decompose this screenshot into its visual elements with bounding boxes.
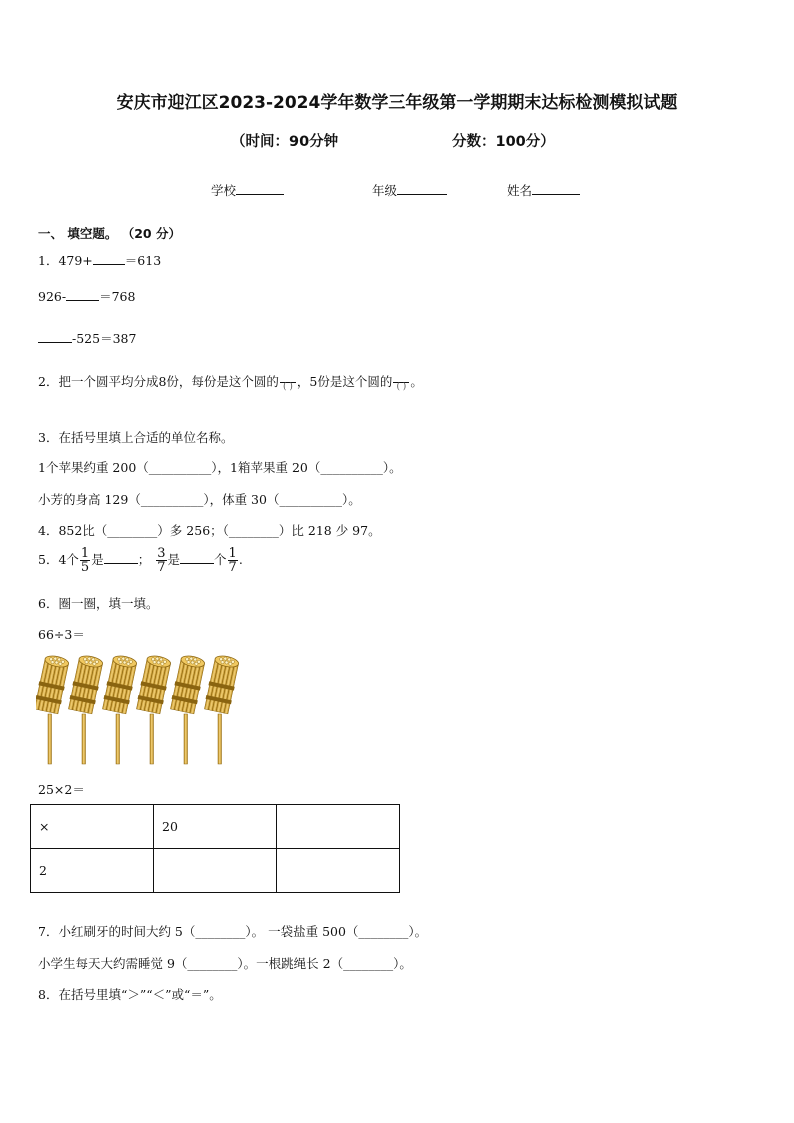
q1-c-post: -525＝387 xyxy=(72,331,137,346)
q1-b-pre: 926- xyxy=(38,289,67,304)
q5-t1: 是 xyxy=(91,552,104,567)
q5-f3-den: 7 xyxy=(228,560,237,575)
q5-blank-1[interactable] xyxy=(104,550,138,564)
grade-blank[interactable] xyxy=(397,181,447,195)
q5-blank-2[interactable] xyxy=(180,550,214,564)
multiplication-table xyxy=(30,804,400,893)
table-row xyxy=(31,849,400,893)
q1-a-pre: 1．479+ xyxy=(38,253,93,268)
q5-end: . xyxy=(238,552,243,567)
school-field xyxy=(211,181,284,199)
q8-line: 8．在括号里填“＞”“＜”或“＝”。 xyxy=(38,987,222,1002)
q5-f1-den: 5 xyxy=(80,560,90,575)
table-cell[interactable] xyxy=(277,849,400,893)
section-heading: 一、 填空题。 （20 分） xyxy=(38,226,181,241)
grade-field xyxy=(372,181,447,199)
q5-t3: 个 xyxy=(214,552,227,567)
stick-bundles-illustration xyxy=(36,654,252,766)
q5-f2-den: 7 xyxy=(157,560,166,575)
q1-line-a xyxy=(38,251,161,269)
q2-fraction-2[interactable] xyxy=(393,373,409,392)
q1-line-c xyxy=(38,329,136,347)
q5-t2: 是 xyxy=(167,552,181,567)
q5-line xyxy=(38,547,243,574)
q6-equation-2: 25×2＝ xyxy=(38,782,85,797)
q5-pre: 5．4个 xyxy=(38,552,79,567)
q2-mid: ，5份是这个圆的 xyxy=(296,374,393,389)
table-cell: 20 xyxy=(154,805,277,849)
q2-end: 。 xyxy=(410,374,423,389)
q1-line-b xyxy=(38,287,135,305)
q2-pre: 2．把一个圆平均分成8份，每份是这个圆的 xyxy=(38,374,279,389)
q3-line-2: 小芳的身高 129（__________），体重 30（__________）。 xyxy=(38,492,361,507)
exam-title: 安庆市迎江区2023-2024学年数学三年级第一学期期末达标检测模拟试题 xyxy=(116,93,678,113)
q2-fraction-1[interactable] xyxy=(280,373,296,392)
q2-frac1-den: ( ) xyxy=(282,382,293,392)
table-cell: × xyxy=(31,805,154,849)
q6-equation-1: 66÷3＝ xyxy=(38,627,85,642)
q7-line-1: 7．小红刷牙的时间大约 5（________）。 一袋盐重 500（________）。 xyxy=(38,924,428,939)
q5-f3-num: 1 xyxy=(228,546,237,561)
q7-line-2: 小学生每天大约需睡觉 9（________）。一根跳绳长 2（________）。 xyxy=(38,956,412,971)
q5-fraction-3 xyxy=(228,547,238,574)
q1-a-blank[interactable] xyxy=(93,251,125,265)
q6-heading: 6．圈一圈，填一填。 xyxy=(38,596,159,611)
q5-fraction-1 xyxy=(80,547,90,574)
table-cell: 2 xyxy=(31,849,154,893)
q1-b-blank[interactable] xyxy=(66,287,99,301)
exam-time: （时间：90分钟 xyxy=(231,134,339,150)
q2-line xyxy=(38,372,423,392)
q1-a-post: ＝613 xyxy=(124,253,162,268)
q1-b-post: ＝768 xyxy=(99,289,136,304)
grade-label: 年级 xyxy=(372,183,398,198)
table-cell[interactable] xyxy=(277,805,400,849)
name-field xyxy=(507,181,580,199)
q4-line: 4．852比（________）多 256；（________）比 218 少 97。 xyxy=(38,523,381,538)
school-label: 学校 xyxy=(211,183,237,198)
q2-frac2-den: ( ) xyxy=(396,382,407,392)
school-blank[interactable] xyxy=(236,181,284,195)
table-cell[interactable] xyxy=(154,849,277,893)
name-blank[interactable] xyxy=(532,181,580,195)
q5-sep: ； xyxy=(137,552,151,567)
table-row xyxy=(31,805,400,849)
q5-fraction-2 xyxy=(156,547,166,574)
name-label: 姓名 xyxy=(507,183,533,198)
exam-score: 分数：100分） xyxy=(452,134,555,150)
q5-f2-num: 3 xyxy=(157,546,166,561)
q5-f1-num: 1 xyxy=(80,546,90,561)
q1-c-blank[interactable] xyxy=(38,329,72,343)
q3-heading: 3．在括号里填上合适的单位名称。 xyxy=(38,430,234,445)
stick-bundle xyxy=(36,654,71,764)
q3-line-1: 1个苹果约重 200（__________），1箱苹果重 20（__________）。 xyxy=(38,460,402,475)
